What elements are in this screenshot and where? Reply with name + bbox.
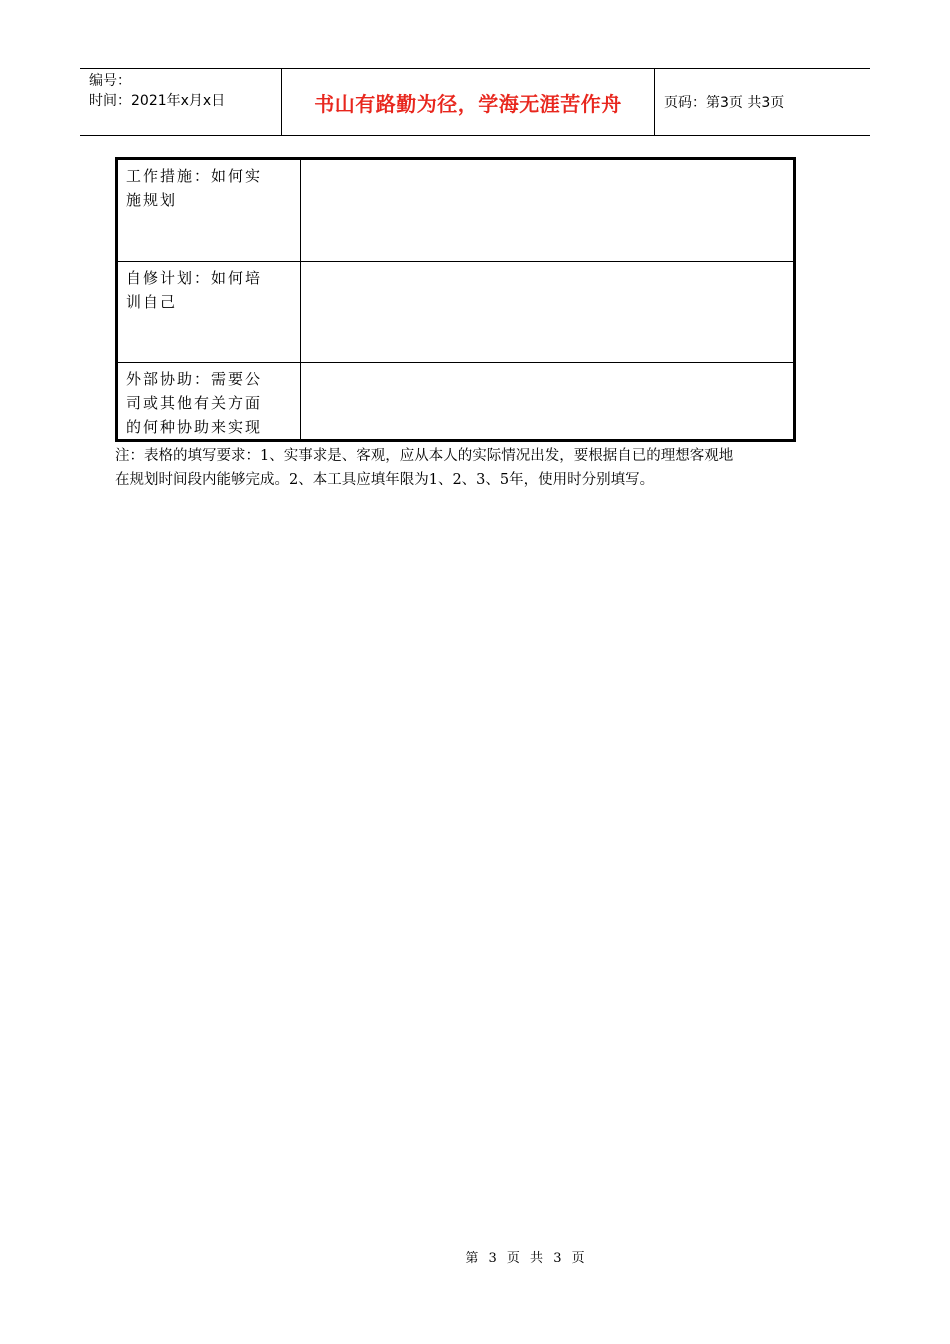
label-line: 施规划 <box>126 191 178 209</box>
row-content-work-measures[interactable] <box>301 159 795 262</box>
header-meta <box>80 69 282 135</box>
header-page-cell <box>655 69 870 135</box>
label-line: 训自己 <box>126 293 178 311</box>
document-date-label: 时间：2021年x月x日 <box>89 93 226 109</box>
plan-table <box>115 157 796 442</box>
label-line: 的何种协助来实现 <box>126 418 263 436</box>
table-row-external-help <box>117 363 795 441</box>
table-row-work-measures <box>117 159 795 262</box>
table-row-self-study <box>117 262 795 363</box>
row-content-external-help[interactable] <box>301 363 795 441</box>
row-label-external-help <box>117 363 301 441</box>
row-label-work-measures <box>117 159 301 262</box>
label-line: 工作措施：如何实 <box>126 167 263 185</box>
note-line: 在规划时间段内能够完成。2、本工具应填年限为1、2、3、5年，使用时分别填写。 <box>115 472 655 488</box>
label-line: 外部协助：需要公 <box>126 370 263 388</box>
document-number-label: 编号： <box>89 73 131 89</box>
fill-instructions-note <box>115 444 845 492</box>
header-slogan: 书山有路勤为径，学海无涯苦作舟 <box>314 91 622 116</box>
page-header <box>80 68 870 136</box>
label-line: 司或其他有关方面 <box>126 394 263 412</box>
row-label-self-study <box>117 262 301 363</box>
page-footer <box>0 1247 950 1266</box>
header-page-number: 页码：第3页 共3页 <box>664 95 785 111</box>
header-slogan-cell <box>282 69 655 135</box>
row-content-self-study[interactable] <box>301 262 795 363</box>
footer-page-number: 第 3 页 共 3 页 <box>465 1251 585 1266</box>
label-line: 自修计划：如何培 <box>126 269 263 287</box>
note-line: 注：表格的填写要求：1、实事求是、客观，应从本人的实际情况出发，要根据自已的理想客观地 <box>115 448 734 464</box>
